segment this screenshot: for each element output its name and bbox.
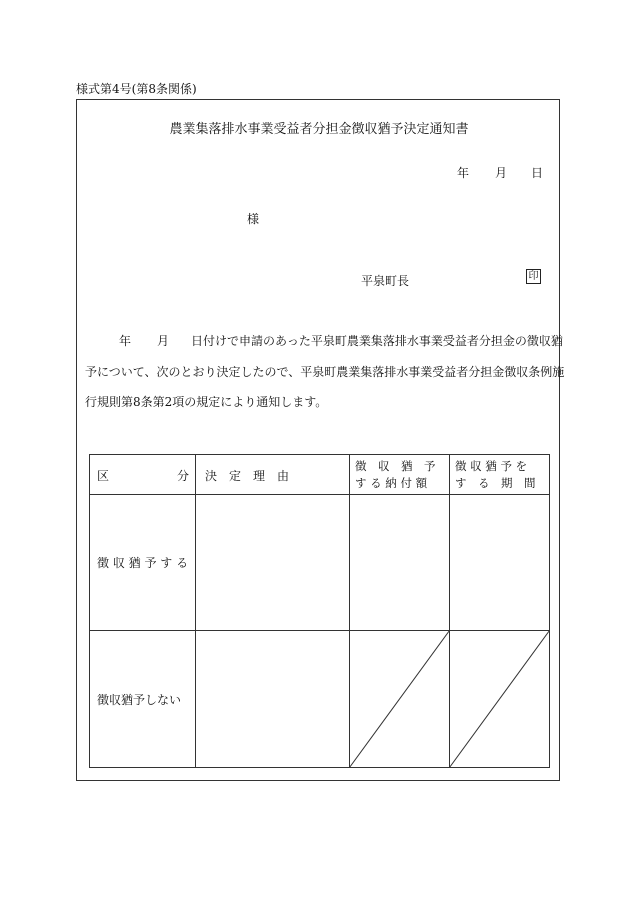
addressee-suffix: 様 (247, 212, 260, 226)
period-not-applicable-slash (450, 631, 550, 768)
table-grid (89, 454, 550, 768)
notice-document-frame (76, 99, 565, 781)
body-text-line-1 (85, 332, 563, 349)
deferral-decision-table (89, 454, 550, 768)
form-number-label: 様式第4号(第8条関係) (76, 82, 197, 96)
date-month-label: 月 (495, 166, 508, 180)
body-month-label: 月 (157, 334, 170, 348)
date-day-label: 日 (531, 166, 544, 180)
document-title: 農業集落排水事業受益者分担金徴収猶予決定通知書 (169, 122, 469, 137)
amount-not-applicable-slash (350, 631, 450, 768)
issuer-name: 平泉町長 (361, 274, 410, 288)
header-category-right: 分 (177, 469, 190, 483)
body-line-1-text: 日付けで申請のあった平泉町農業集落排水事業受益者分担金の徴収猶 (191, 334, 563, 348)
body-text-line-3: 行規則第8条第2項の規定により通知します。 (85, 395, 328, 409)
row-label-not-deferred: 徴収猶予しない (97, 693, 182, 707)
body-year-label: 年 (119, 334, 132, 348)
date-year-label: 年 (457, 166, 470, 180)
header-deferral-period-line-2: す る 期 間 (455, 476, 536, 490)
seal-mark: 印 (526, 269, 541, 284)
header-deferred-amount-line-2: す る 納 付 額 (355, 476, 428, 490)
header-decision-reason: 決 定 理 由 (205, 469, 290, 483)
header-deferral-period-line-1: 徴 収 猶 予 を (455, 459, 528, 473)
body-text-line-2: 予について、次のとおり決定したので、平泉町農業集落排水事業受益者分担金徴収条例施 (85, 365, 565, 379)
header-category-left: 区 (97, 469, 110, 483)
row-label-deferred: 徴 収 猶 予 す る (97, 556, 189, 570)
header-deferred-amount-line-1: 徴 収 猶 予 (355, 459, 436, 473)
